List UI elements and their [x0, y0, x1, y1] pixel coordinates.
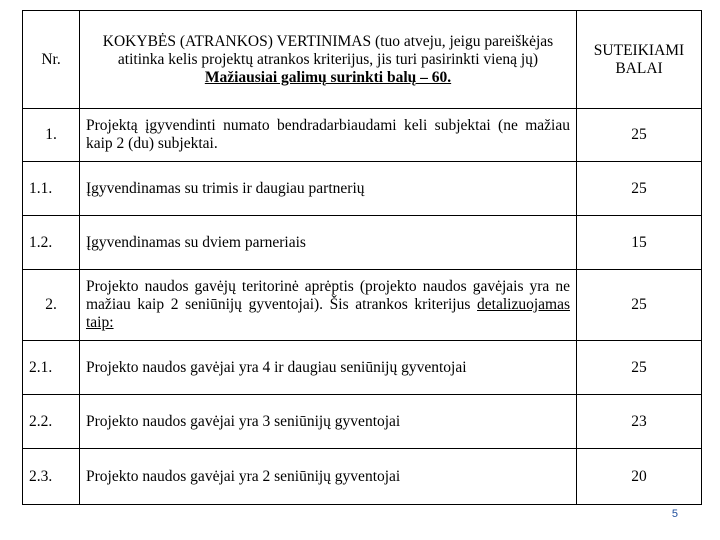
row-text-underlined: detalizuojamas taip: — [86, 296, 570, 331]
table-row-2-1 — [23, 341, 702, 395]
row-nr: 1.1. — [23, 162, 80, 216]
row-nr: 1.2. — [23, 216, 80, 270]
row-nr: 1. — [23, 109, 80, 162]
header-nr: Nr. — [23, 11, 80, 109]
row-text: Įgyvendinamas su dviem parneriais — [80, 216, 577, 270]
table-row-1-1 — [23, 162, 702, 216]
row-points: 25 — [577, 162, 702, 216]
row-points: 25 — [577, 270, 702, 341]
row-nr: 2.3. — [23, 449, 80, 505]
header-row — [23, 11, 702, 109]
row-text — [80, 270, 577, 341]
row-points: 15 — [577, 216, 702, 270]
table-row-1-2 — [23, 216, 702, 270]
header-points: SUTEIKIAMI BALAI — [577, 11, 702, 109]
row-nr: 2.2. — [23, 395, 80, 449]
row-points: 25 — [577, 109, 702, 162]
header-title-main: KOKYBĖS (ATRANKOS) VERTINIMAS — [102, 32, 372, 50]
row-nr: 2. — [23, 270, 80, 341]
row-text: Projekto naudos gavėjai yra 2 seniūnijų gyventojai — [80, 449, 577, 505]
row-text: Projekto naudos gavėjai yra 3 seniūnijų gyventojai — [80, 395, 577, 449]
row-points: 25 — [577, 341, 702, 395]
row-text: Projekto naudos gavėjai yra 4 ir daugiau seniūnijų gyventojai — [80, 341, 577, 395]
row-points: 23 — [577, 395, 702, 449]
page-number: 5 — [671, 508, 678, 520]
row-text: Projektą įgyvendinti numato bendradarbiaudami keli subjektai (ne mažiau kaip 2 (du) subjektai. — [80, 109, 577, 162]
table-row-2 — [23, 270, 702, 341]
header-title — [80, 11, 577, 109]
row-text: Įgyvendinamas su trimis ir daugiau partnerių — [80, 162, 577, 216]
row-text-main: Projekto naudos gavėjų teritorinė aprėptis (projekto naudos gavėjais yra ne mažiau kaip 2 seniūnijų gyventojai). Šis atrankos kriterijus — [86, 278, 570, 313]
criteria-table — [22, 10, 702, 505]
row-points: 20 — [577, 449, 702, 505]
row-nr: 2.1. — [23, 341, 80, 395]
table-row-2-3 — [23, 449, 702, 505]
header-min-points: Mažiausiai galimų surinkti balų – 60. — [204, 68, 452, 86]
table-row-1 — [23, 109, 702, 162]
header-title-note: (tuo atveju, jeigu pareiškėjas atitinka kelis projektų atrankos kriterijus, jis turi pasirinkti vieną jų) — [117, 32, 554, 68]
table-row-2-2 — [23, 395, 702, 449]
